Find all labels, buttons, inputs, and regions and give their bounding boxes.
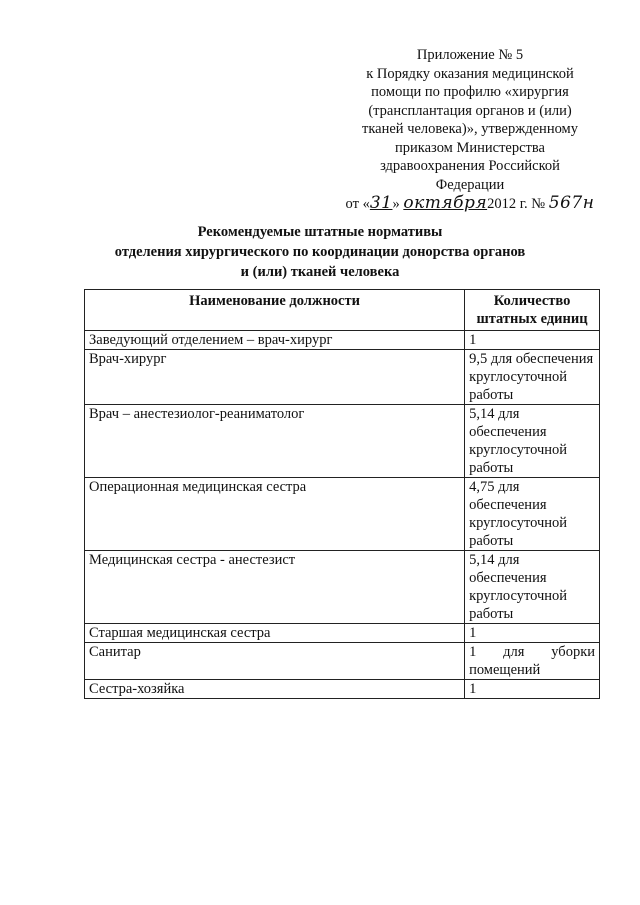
order-number-handwritten: 567н: [548, 193, 595, 213]
cell-position: Старшая медицинская сестра: [85, 624, 465, 643]
cell-quantity: 4,75 для обеспечения круглосуточной работы: [465, 478, 600, 551]
table-header-row: [85, 290, 600, 331]
table-row: [85, 643, 600, 680]
appendix-line: (трансплантация органов и (или): [368, 102, 572, 119]
title-line: и (или) тканей человека: [240, 264, 400, 280]
appendix-line: тканей человека)», утвержденному: [362, 121, 578, 137]
cell-position: Операционная медицинская сестра: [85, 478, 465, 551]
staffing-table: [84, 289, 600, 699]
appendix-line: помощи по профилю «хирургия: [371, 84, 569, 100]
date-year: 2012 г. №: [487, 196, 546, 212]
date-mid: »: [392, 196, 400, 212]
cell-quantity: 1 для уборки помещений: [465, 643, 600, 680]
table-row: [85, 478, 600, 551]
table-row: [85, 405, 600, 478]
cell-position: Заведующий отделением – врач-хирург: [85, 331, 465, 350]
date-month-handwritten: октября: [403, 193, 488, 213]
cell-quantity: 5,14 для обеспечения круглосуточной работы: [465, 405, 600, 478]
date-prefix: от «: [345, 196, 370, 212]
cell-quantity: 1: [465, 331, 600, 350]
appendix-line: к Порядку оказания медицинской: [366, 65, 574, 82]
appendix-line: здравоохранения Российской: [380, 158, 560, 174]
cell-position: Медицинская сестра - анестезист: [85, 551, 465, 624]
cell-quantity: 9,5 для обеспечения круглосуточной работы: [465, 350, 600, 405]
appendix-header: [328, 46, 612, 214]
appendix-line: Федерации: [435, 176, 505, 193]
appendix-line: Приложение № 5: [416, 47, 524, 63]
table-row: [85, 331, 600, 350]
table-row: [85, 551, 600, 624]
cell-position: Санитар: [85, 643, 465, 680]
cell-quantity: 1: [465, 680, 600, 699]
document-title: [60, 222, 580, 282]
cell-position: Сестра-хозяйка: [85, 680, 465, 699]
header-position: Наименование должности: [85, 290, 465, 331]
table-row: [85, 350, 600, 405]
cell-quantity: 5,14 для обеспечения круглосуточной работы: [465, 551, 600, 624]
cell-position: Врач-хирург: [85, 350, 465, 405]
cell-position: Врач – анестезиолог-реаниматолог: [85, 405, 465, 478]
order-date-line: [328, 194, 612, 214]
title-line: отделения хирургического по координации донорства органов: [114, 244, 526, 260]
table-row: [85, 624, 600, 643]
header-quantity: Количество штатных единиц: [465, 290, 600, 331]
table-row: [85, 680, 600, 699]
cell-quantity: 1: [465, 624, 600, 643]
date-day-handwritten: 31: [369, 193, 393, 213]
title-line: Рекомендуемые штатные нормативы: [197, 224, 443, 240]
appendix-line: приказом Министерства: [395, 139, 545, 156]
